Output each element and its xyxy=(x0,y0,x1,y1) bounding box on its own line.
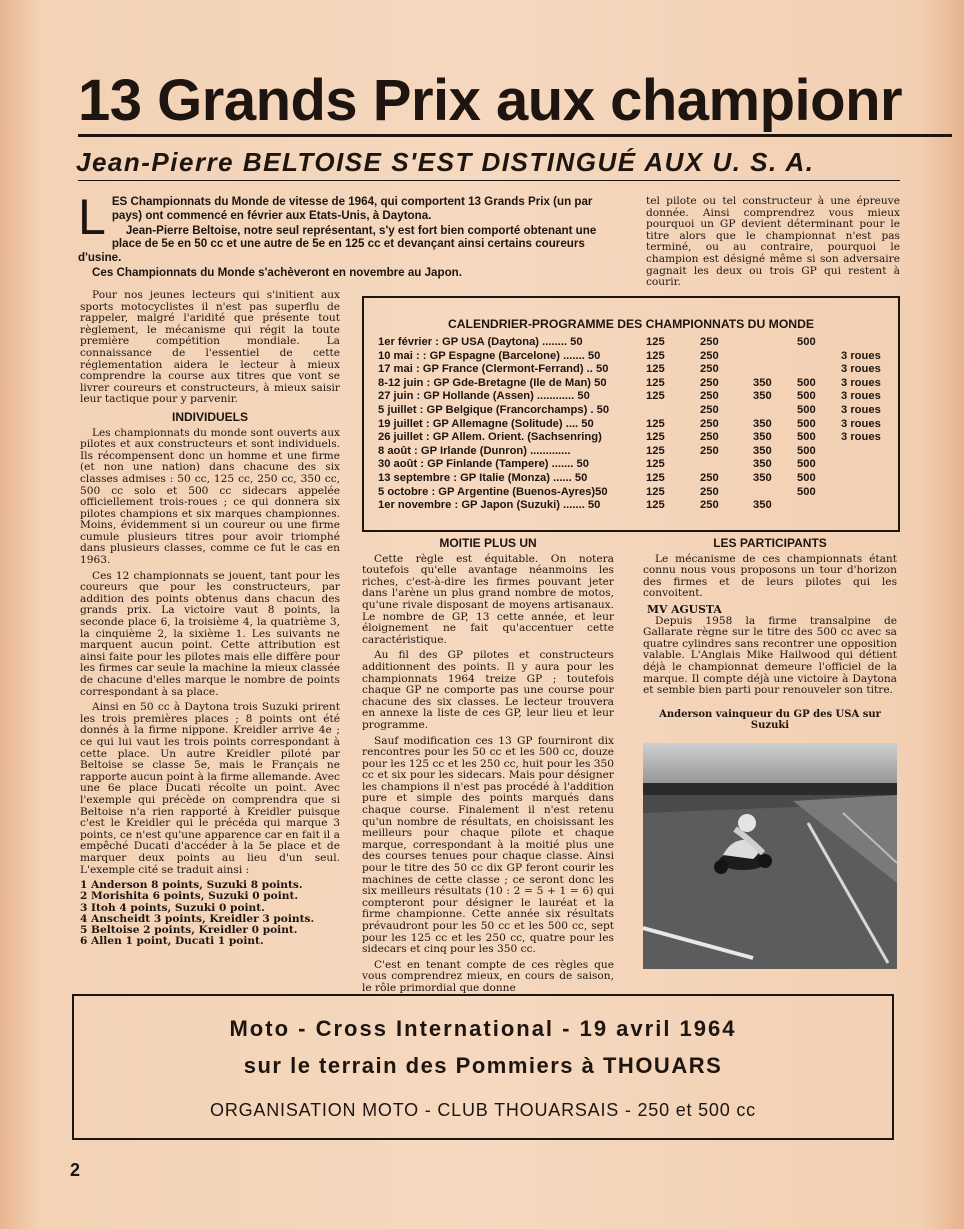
article-subtitle: Jean-Pierre BELTOISE S'EST DISTINGUÉ AUX U. S. A. xyxy=(76,147,815,177)
class-350-cell: 350 xyxy=(753,417,772,430)
class-500-cell: 500 xyxy=(797,485,816,498)
calendar-event-cell: 19 juillet : GP Allemagne (Solitude) .... 50 xyxy=(378,417,594,430)
class-500-cell: 500 xyxy=(797,458,816,471)
class-125-cell: 125 xyxy=(646,444,665,457)
class-250-cell: 250 xyxy=(700,336,719,348)
class-500-cell: 500 xyxy=(797,390,816,403)
middle-paragraph-4: C'est en tenant compte de ces règles que vous comprendrez mieux, en cours de saison, le rôle primordial que donne xyxy=(362,958,614,994)
intro-paragraph-3: Ces Championnats du Monde s'achèveront en novembre au Japon. xyxy=(92,265,462,279)
class-125-cell: 125 xyxy=(646,376,665,389)
result-item: 3 Itoh 4 points, Suzuki 0 point. xyxy=(80,901,265,914)
right-top-paragraph: tel pilote ou tel constructeur à une épreuve donnée. Ainsi comprendrez vous mieux pourquoi un GP devient déterminant pour le titre alors que le championnat n'est pas terminé, ou au contraire, pourquoi le champion est désigné même si son adversaire gagnait les deux ou trois GP qui restent à courir. xyxy=(646,195,900,289)
calendar-row xyxy=(378,499,888,513)
class-sidecar-cell: 3 roues xyxy=(841,363,881,376)
class-250-cell: 250 xyxy=(700,417,719,430)
calendar-row xyxy=(378,486,888,500)
result-item: 4 Anscheidt 3 points, Kreidler 3 points. xyxy=(80,912,315,925)
calendar-event-cell: 30 août : GP Finlande (Tampere) ....... 50 xyxy=(378,458,589,471)
calendar-row xyxy=(378,390,888,404)
class-250-cell: 250 xyxy=(700,485,719,498)
title-rule xyxy=(78,134,952,137)
class-250-cell: 250 xyxy=(700,376,719,389)
calendar-event-cell: 26 juillet : GP Allem. Orient. (Sachsenring) xyxy=(378,431,602,444)
class-250-cell: 250 xyxy=(700,431,719,444)
calendar-box xyxy=(362,296,900,532)
class-350-cell: 350 xyxy=(753,499,772,512)
calendar-row xyxy=(378,431,888,445)
class-125-cell: 125 xyxy=(646,390,665,403)
drop-cap: L xyxy=(78,189,106,245)
calendar-row xyxy=(378,377,888,391)
left-paragraph-4: Ainsi en 50 cc à Daytona trois Suzuki prirent les trois premières places ; 8 points ont été donnés à la firme nippone. Kreidler arrive 4e ; ce qui lui vaut les trois points correspondant à cette place. Un autre Kreidler piloté par Beltoise se classe 5e, mais le Français ne rapporte aucun point à la firme allemande. Avec une 6e place Ducati récolte un point. Avec l'exemple qui précède on comprendra que si Beltoise n'a rien rapporté à Kreidler puisque c'est le Kreidler qui le précéda qui marque 3 points, ce n'est qu'une apparence car en fait il a empêché Ducati d'accéder à la 5e place et de marquer deux points au lieu d'un seul. L'exemple cité se traduit ainsi : xyxy=(80,701,340,876)
calendar-event-cell: 5 octobre : GP Argentine (Buenos-Ayres)50 xyxy=(378,485,608,498)
results-list xyxy=(80,880,340,947)
calendar-row xyxy=(378,472,888,486)
section-heading-participants: LES PARTICIPANTS xyxy=(713,536,827,550)
intro-paragraph-2: Jean-Pierre Beltoise, notre seul représentant, s'y est fort bien comporté obtenant une place de 5e en 50 cc et une autre de 5e en 125 cc et devançant ainsi certains coureurs d'usine. xyxy=(78,223,597,265)
result-item: 2 Morishita 6 points, Suzuki 0 point. xyxy=(80,890,299,903)
class-sidecar-cell: 3 roues xyxy=(841,376,881,389)
class-125-cell: 125 xyxy=(646,431,665,444)
section-heading-individuels: INDIVIDUELS xyxy=(171,409,248,424)
class-sidecar-cell: 3 roues xyxy=(841,403,881,416)
right-column xyxy=(643,538,897,731)
class-125-cell: 125 xyxy=(646,417,665,430)
calendar-event-cell: 5 juillet : GP Belgique (Francorchamps) . 50 xyxy=(378,403,610,416)
middle-column xyxy=(362,538,614,999)
class-350-cell: 350 xyxy=(753,458,772,471)
class-125-cell: 125 xyxy=(646,336,665,348)
page-title: 13 Grands Prix aux championr xyxy=(78,70,903,132)
class-250-cell: 250 xyxy=(700,403,719,416)
class-250-cell: 250 xyxy=(700,390,719,403)
subtitle-rule xyxy=(78,180,900,181)
intro-paragraph-1: ES Championnats du Monde de vitesse de 1964, qui comportent 13 Grands Prix (un par pays) ont commencé en février aux Etats-Unis, à Daytona. xyxy=(111,195,593,222)
right-paragraph-2: Depuis 1958 la firme transalpine de Gallarate règne sur le titre des 500 cc avec sa quatre cylindres sans recontrer une opposition valable. L'Anglais Mike Hailwood qui détient déjà le championnat demeure l'officiel de la marque. Il compte déjà une victoire à Daytona et semble bien parti pour renouveler son titre. xyxy=(643,614,897,697)
calendar-event-cell: 8-12 juin : GP Gde-Bretagne (Ile de Man) 50 xyxy=(378,376,607,389)
right-top-column xyxy=(646,196,900,293)
race-photo xyxy=(643,743,897,969)
class-125-cell: 125 xyxy=(646,458,665,471)
class-sidecar-cell: 3 roues xyxy=(841,417,881,430)
calendar-event-cell: 10 mai : : GP Espagne (Barcelone) ....... 50 xyxy=(378,349,601,362)
left-column xyxy=(80,290,340,947)
advert-organizer: ORGANISATION MOTO - CLUB THOUARSAIS - 250 et 500 cc xyxy=(210,1100,756,1120)
class-125-cell: 125 xyxy=(646,499,665,512)
result-item: 6 Allen 1 point, Ducati 1 point. xyxy=(80,935,264,948)
calendar-row xyxy=(378,350,888,364)
class-sidecar-cell: 3 roues xyxy=(841,431,881,444)
calendar-event-cell: 17 mai : GP France (Clermont-Ferrand) .. 50 xyxy=(378,363,609,376)
calendar-row xyxy=(378,418,888,432)
section-heading-moitie: MOITIE PLUS UN xyxy=(439,536,537,550)
class-350-cell: 350 xyxy=(753,444,772,457)
calendar-event-cell: 1er novembre : GP Japon (Suzuki) ....... 50 xyxy=(378,499,601,512)
class-250-cell: 250 xyxy=(700,444,719,457)
result-item: 5 Beltoise 2 points, Kreidler 0 point. xyxy=(80,923,298,936)
class-sidecar-cell: 3 roues xyxy=(841,390,881,403)
class-350-cell: 350 xyxy=(753,376,772,389)
calendar-row xyxy=(378,445,888,459)
left-paragraph-1: Pour nos jeunes lecteurs qui s'initient aux sports motocyclistes il n'est pas superflu de rappeler, malgré l'aridité que présente tout règlement, le mécanisme qui régit la toute première compétition mondiale. La connaissance de l'essentiel de cette réglementation aidera le lecteur à mieux comprendre la course aux titres que vont se livrer coureurs et constructeurs, à mieux saisir leur tactique pour y parvenir. xyxy=(80,289,340,406)
class-250-cell: 250 xyxy=(700,349,719,362)
subheading-mv-agusta: MV AGUSTA xyxy=(647,602,722,616)
middle-paragraph-2: Au fil des GP pilotes et constructeurs additionnent des points. Il y aura pour les championnats 1964 treize GP ; toutefois chaque GP ne comporte pas une course pour chacune des six classes. Le lecteur trouvera en annexe la liste de ces GP, leur lieu et leur programme. xyxy=(362,649,614,731)
middle-paragraph-1: Cette règle est équitable. On notera toutefois qu'elle avantage néanmoins les riches, c'est-à-dire les firmes pouvant jeter dans l'arène un plus grand nombre de motos, qu'une rivale disposant de moyens artisanaux. Le nombre de GP, 13 cette année, et leur éloignement ne fait qu'accentuer cette caractéristique. xyxy=(362,552,614,646)
advert-headline: Moto - Cross International - 19 avril 1964 xyxy=(229,1016,737,1041)
calendar-title: CALENDRIER-PROGRAMME DES CHAMPIONNATS DU MONDE xyxy=(447,317,815,331)
left-paragraph-2: Les championnats du monde sont ouverts aux pilotes et aux constructeurs et sont individuels. Ils récompensent donc un homme et une firme (et non une nation) dans chacune des six classes admises : 50 cc, 125 cc, 250 cc, 350 cc, 500 cc solo et 500 cc sidecars appelée officiellement trois-roues ; ce qui donnera six pilotes champions et six marques championnes. Moins, évidemment si un coureur ou une firme cumule plusieurs titres pour avoir triomphé dans plusieurs classes, comme ce fut le cas en 1963. xyxy=(80,426,340,567)
class-500-cell: 500 xyxy=(797,471,816,484)
result-item: 1 Anderson 8 points, Suzuki 8 points. xyxy=(80,879,303,892)
calendar-event-cell: 27 juin : GP Hollande (Assen) ............ 50 xyxy=(378,390,590,403)
calendar-row xyxy=(378,336,888,350)
class-250-cell: 250 xyxy=(700,363,719,376)
calendar-event-cell: 1er février : GP USA (Daytona) ........ 50 xyxy=(378,336,583,348)
class-500-cell: 500 xyxy=(797,376,816,389)
class-500-cell: 500 xyxy=(797,336,816,348)
left-paragraph-3: Ces 12 championnats se jouent, tant pour les coureurs que pour les constructeurs, par addition des points obtenus dans chacun des grands prix. La victoire vaut 8 points, la seconde place 6, la troisième 4, la quatrième 3, la cinquième 2, la sixième 1. Les suivants ne marquent aucun point. Cette attribution est ainsi faite pour les pilotes mais elle diffère pour les firmes car seule la machine la mieux classée de chacune d'elles marque le nombre de points correspondant à sa place. xyxy=(80,569,340,698)
calendar-rows xyxy=(378,336,888,513)
class-250-cell: 250 xyxy=(700,471,719,484)
class-125-cell: 125 xyxy=(646,471,665,484)
class-250-cell: 250 xyxy=(700,499,719,512)
middle-paragraph-3: Sauf modification ces 13 GP fourniront dix rencontres pour les 50 cc et les 500 cc, douze pour les 125 cc et les 250 cc, huit pour les 350 cc et six pour les sidecars. Mais pour désigner les champions il n'est pas procédé à l'addition pure et simple des points marqués dans chaque course. Finalement il n'est retenu qu'un nombre de résultats, en choisissant les meilleurs pour chaque pilote et chaque marque, correspondant à la moitié plus une des courses tenues pour chaque classe. Ainsi pour le titre des 50 cc dix GP feront courir les machines de cette classe ; ce seront donc les six meilleurs résultats (10 : 2 = 5 + 1 = 6) qui compteront pour désigner le lauréat et la firme championne. Cette année six résultats prévaudront pour les 50 cc et les 500 cc, sept pour les 125 cc et les 250 cc, quatre pour les sidecars et cinq pour les 350 cc. xyxy=(362,734,614,956)
class-350-cell: 350 xyxy=(753,471,772,484)
class-125-cell: 125 xyxy=(646,363,665,376)
calendar-event-cell: 13 septembre : GP Italie (Monza) ...... 50 xyxy=(378,471,588,484)
photo-caption: Anderson vainqueur du GP des USA sur Suzuki xyxy=(659,708,881,731)
calendar-row xyxy=(378,458,888,472)
class-500-cell: 500 xyxy=(797,403,816,416)
race-photo-illustration xyxy=(643,743,897,969)
class-350-cell: 350 xyxy=(753,390,772,403)
article-intro xyxy=(78,189,618,281)
class-125-cell: 125 xyxy=(646,349,665,362)
calendar-event-cell: 8 août : GP Irlande (Dunron) ............. xyxy=(378,444,571,457)
motocross-advert xyxy=(72,994,894,1140)
class-500-cell: 500 xyxy=(797,417,816,430)
class-350-cell: 350 xyxy=(753,431,772,444)
class-500-cell: 500 xyxy=(797,431,816,444)
page-number: 2 xyxy=(70,1160,81,1180)
advert-venue: sur le terrain des Pommiers à THOUARS xyxy=(243,1053,723,1078)
class-500-cell: 500 xyxy=(797,444,816,457)
right-paragraph-1: Le mécanisme de ces championnats étant connu nous vous proposons un tour d'horizon des firmes et de leurs pilotes qui les convoitent. xyxy=(643,552,897,600)
class-sidecar-cell: 3 roues xyxy=(841,349,881,362)
class-125-cell: 125 xyxy=(646,485,665,498)
calendar-row xyxy=(378,363,888,377)
calendar-row xyxy=(378,404,888,418)
